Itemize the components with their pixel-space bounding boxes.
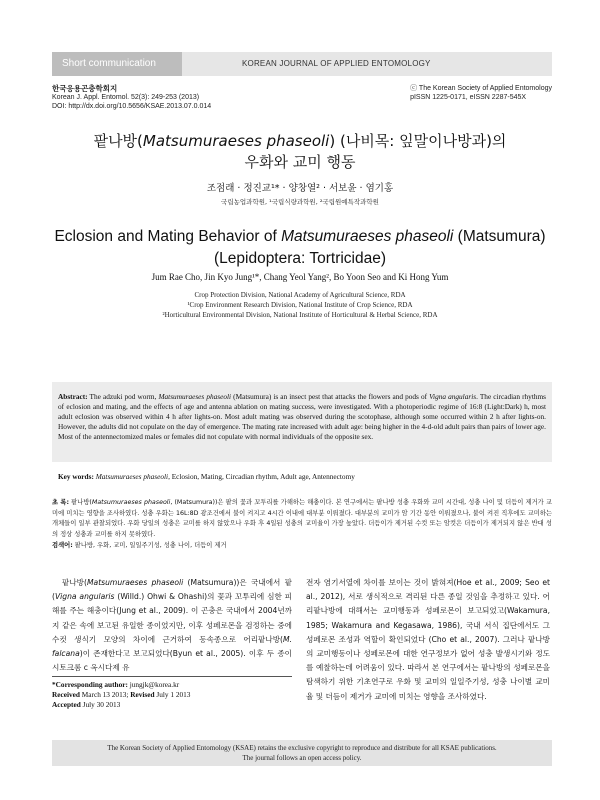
korean-abstract-label: 초 록: xyxy=(52,499,70,506)
abstract-text-b: (Matsumura) is an insect pest that attacks the flowers and pods of xyxy=(231,392,430,401)
footnote-divider xyxy=(52,676,292,677)
korean-affiliations: 국립농업과학원, ¹국립식량과학원, ²국립원예특작과학원 xyxy=(221,198,379,206)
copyright-block xyxy=(410,84,552,102)
body-left-t3: (Willd.) Ohwi & Ohashi)의 꽃과 꼬투리에 심한 피해를 주는 해충이다(Jung et al., 2009). 이 곤충은 국내에서 2004년까지 같은 속에 보고된 유일한 종이었지만, 이후 성페로몬을 검정하는 중에 수컷 생식기 모양의 차이에 근거하여 동속종으로 어리팥나방( xyxy=(52,592,293,644)
body-left-t2: (Matsumura))은 국내에서 팥( xyxy=(52,578,292,602)
korean-abstract xyxy=(52,498,552,540)
accepted-date: July 30 2013 xyxy=(80,700,121,709)
doi-link[interactable]: DOI: http://dx.doi.org/10.5656/KSAE.2013.07.0.014 xyxy=(52,103,212,110)
korean-title-line2: 우화와 교미 행동 xyxy=(244,153,356,171)
corresponding-author xyxy=(52,680,292,690)
citation-block xyxy=(52,84,211,111)
journal-name: KOREAN JOURNAL OF APPLIED ENTOMOLOGY xyxy=(242,59,431,68)
body-left-species2: Vigna angularis xyxy=(54,592,115,602)
accepted-label: Accepted xyxy=(52,700,81,709)
revised-label: Revised xyxy=(130,690,155,699)
affiliation-1: Crop Protection Division, National Academy of Agricultural Science, RDA xyxy=(194,291,406,299)
correspondence-block xyxy=(52,680,292,710)
revised-date: July 1 2013 xyxy=(154,690,191,699)
header-band xyxy=(52,52,552,76)
affiliation-2: ¹Crop Environment Research Division, National Institute of Crop Science, RDA xyxy=(187,301,413,309)
body-left-species3: M. falcana xyxy=(52,634,292,659)
korean-abstract-text-a: 팥나방( xyxy=(69,499,92,506)
corresponding-author-label: *Corresponding author: xyxy=(52,680,128,689)
korean-title xyxy=(0,131,600,173)
english-title-species: Matsumuraeses phaseoli xyxy=(281,228,454,245)
body-left-t4: )이 존재한다고 보고되었다(Byun et al., 2005). 이후 두 종이 시토크롬 c 옥시다제 유 xyxy=(52,649,292,673)
copyright-notice: ⓒ The Korean Society of Applied Entomology xyxy=(410,85,552,92)
korean-title-part2: ) (나비목: 잎말이나방과)의 xyxy=(329,132,507,150)
copyright-footer xyxy=(52,740,552,766)
affiliation-3: ²Horticultural Environmental Division, National Institute of Horticultural & Herbal Science, RDA xyxy=(162,311,438,319)
korean-title-part1: 팥나방( xyxy=(93,132,143,150)
keywords xyxy=(58,472,548,481)
body-left-column xyxy=(52,576,292,675)
korean-title-line1 xyxy=(0,131,600,152)
keywords-label: Key words: xyxy=(58,472,94,481)
korean-journal-name: 한국응용곤충학회지 xyxy=(52,84,118,93)
footer-line1: The Korean Society of Applied Entomology (KSAE) retains the exclusive copyright to reproduce and distribute for all KSAE publications. xyxy=(107,744,497,752)
abstract-text-a: The adzuki pod worm, xyxy=(87,392,159,401)
body-right-column: 전자 염기서열에 차이를 보이는 것이 밝혀져(Hoe et al., 2009; Seo et al., 2012), 서로 생식적으로 격리된 다른 종일 것임을 추정하고 있다. 어리팥나방에 대해서는 교미행동과 성페로몬이 보고되었고(Wakamura, 1985; Wakamura and Kegasawa, 1986), 국내 서식 집단에서도 그 성페로몬 조성과 역할이 확인되었다 (Cho et al., 2007). 그러나 팥나방의 교미행동이나 성페로몬에 대한 연구정보가 없어 성충 발생시기와 정도를 예찰하는데 어려움이 있다. 따라서 본 연구에서는 팥나방의 성페로몬을 탐색하기 위한 기초연구로 우화 및 교미의 일일주기성, 성충 나이별 교미율 및 더듬이 제거가 교미에 미치는 영향을 조사하였다. xyxy=(306,578,550,701)
english-title-part2: (Matsumura) xyxy=(453,228,546,245)
korean-abstract-species: Matsumuraeses phaseoli xyxy=(91,499,171,506)
abstract-host: Vigna angularis xyxy=(429,392,477,401)
korean-title-species: Matsumuraeses phaseoli xyxy=(142,132,330,150)
korean-keywords xyxy=(52,540,552,549)
keywords-species: Matsumuraeses phaseoli xyxy=(95,472,169,481)
english-title xyxy=(0,226,600,270)
corresponding-email[interactable]: jungjk@korea.kr xyxy=(127,680,180,689)
section-label: Short communication xyxy=(52,52,182,76)
received-label: Received xyxy=(52,690,80,699)
abstract-label: Abstract: xyxy=(58,392,88,401)
korean-keywords-text: 팥나방, 우화, 교미, 일일주기성, 성충 나이, 더듬이 제거 xyxy=(72,542,227,549)
english-title-line2: (Lepidoptera: Tortricidae) xyxy=(213,250,387,267)
korean-keywords-label: 검색어: xyxy=(52,542,73,549)
received-date: March 13 2013; xyxy=(79,690,131,699)
accepted xyxy=(52,700,292,710)
body-left-t1: 팥나방( xyxy=(62,578,87,587)
keywords-rest: , Eclosion, Mating, Circadian rhythm, Adult age, Antennectomy xyxy=(168,472,355,481)
issn: pISSN 1225-0171, eISSN 2287-545X xyxy=(410,94,527,101)
abstract-species: Matsumuraeses phaseoli xyxy=(158,392,232,401)
received-revised xyxy=(52,690,292,700)
abstract-text-c: . The circadian rhythms of eclosion and mating, and the effects of age and antenna ablation on mating success, were investigated. With a photoperiodic regime of 16:8 (Light:Dark) h, most adult eclosion was observed within 4 h after lights-on. Most adult mating was observed during the scotophase, although some occurred within 2 h after lights-on. However, the adults did not copulate on the day of emergence. The mating rate increased with adult age: being higher in the 4-d-old adult pairs than pairs of lower age. Most of the antennectomized males or females did not copulate with normal individuals of the opposite sex. xyxy=(58,392,547,441)
body-left-species1: Matsumuraeses phaseoli xyxy=(86,578,184,587)
english-title-part1: Eclosion and Mating Behavior of xyxy=(54,228,282,245)
citation-volume: Korean J. Appl. Entomol. 52(3): 249-253 (2013) xyxy=(52,94,200,101)
footer-line2: The journal follows an open access policy. xyxy=(242,754,362,762)
english-title-line1 xyxy=(0,226,600,248)
abstract-box xyxy=(52,382,552,462)
korean-authors: 조점래 · 정진교¹* · 양창열² · 서보윤 · 염기홍 xyxy=(206,183,394,194)
korean-abstract-text-b: , (Matsumura))은 팥의 꽃과 꼬투리를 가해하는 해충이다. 본 연구에서는 팥나방 성충 우화와 교미 시간대, 성충 나이 및 더듬이 제거가 교미에 미치는 영향을 조사하였다. 성충 우화는 16L:8D 광조건에서 불이 켜지고 4시간 이내에 대부분 이뤄졌다. 대부분의 교미가 암 기간 동안 이뤄졌으나, 불이 켜진 직후에도 교미하는 개체들이 일부 관찰되었다. 우화 당일의 성충은 교미를 하지 않았으나 우화 후 4일된 성충의 교미율이 가장 높았다. 더듬이가 제거된 수컷 또는 암컷은 더듬이가 제거되지 않은 반대 성의 정상 성충과 교미를 하지 못하였다. xyxy=(52,499,552,538)
english-authors: Jum Rae Cho, Jin Kyo Jung¹*, Chang Yeol Yang², Bo Yoon Seo and Ki Hong Yum xyxy=(151,272,449,282)
